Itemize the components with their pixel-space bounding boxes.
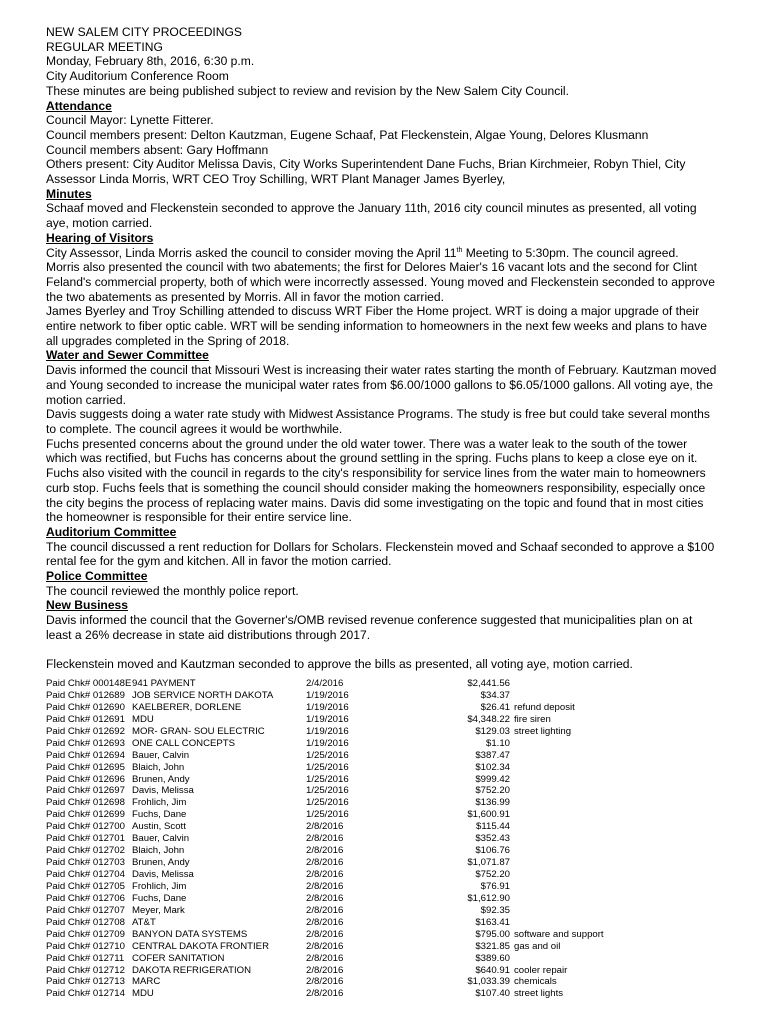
visitors-line: the two abatements as presented by Morris. All in favor the motion carried. xyxy=(46,289,444,304)
check-row xyxy=(46,809,746,821)
check-number: Paid Chk# 012709 xyxy=(46,928,125,940)
check-number: Paid Chk# 012689 xyxy=(46,689,125,701)
attendance-heading: Attendance xyxy=(46,98,112,113)
check-row xyxy=(46,678,746,690)
payee-name: Brunen, Andy xyxy=(132,773,190,785)
check-amount: $102.34 xyxy=(475,761,510,773)
police-heading: Police Committee xyxy=(46,569,148,584)
check-number: Paid Chk# 012702 xyxy=(46,845,125,857)
check-row xyxy=(46,833,746,845)
check-date: 1/25/2016 xyxy=(306,809,349,821)
check-note: chemicals xyxy=(514,976,557,988)
auditorium-line: The council discussed a rent reduction for Dollars for Scholars. Fleckenstein moved and Schaaf seconded to approve a $100 xyxy=(46,539,715,554)
payee-name: BANYON DATA SYSTEMS xyxy=(132,928,248,940)
minutes-section xyxy=(46,201,752,230)
payee-name: Frohlich, Jim xyxy=(132,797,187,809)
check-date: 2/4/2016 xyxy=(306,678,344,689)
check-date: 2/8/2016 xyxy=(306,869,344,880)
check-amount: $389.60 xyxy=(475,952,510,964)
visitors-section xyxy=(46,260,752,348)
check-row xyxy=(46,857,746,869)
check-row xyxy=(46,774,746,786)
check-date: 2/8/2016 xyxy=(306,964,344,976)
payee-name: COFER SANITATION xyxy=(132,952,225,964)
payee-name: KAELBERER, DORLENE xyxy=(132,701,242,713)
check-row xyxy=(46,953,746,965)
review-notice: These minutes are being published subject to review and revision by the New Salem City Council. xyxy=(46,83,569,98)
water-line: which was rectified, but Fuchs has concerns about the ground settling in the spring. Fuchs plans to keep a close eye on it. xyxy=(46,451,698,466)
water-sewer-section xyxy=(46,363,752,525)
check-date: 1/25/2016 xyxy=(306,785,349,797)
check-date: 2/8/2016 xyxy=(306,821,344,833)
payee-name: Frohlich, Jim xyxy=(132,880,187,892)
water-line: motion carried. xyxy=(46,392,126,407)
check-number: Paid Chk# 012701 xyxy=(46,833,125,845)
water-line: Fuchs also visited with the council in regards to the city's responsibility for service lines from the water main to homeowners xyxy=(46,466,706,481)
attendance-line: Council members absent: Gary Hoffmann xyxy=(46,142,269,157)
payee-name: 941 PAYMENT xyxy=(132,678,196,689)
check-row xyxy=(46,988,746,1000)
check-row xyxy=(46,762,746,774)
spacer xyxy=(46,643,752,658)
check-row xyxy=(46,893,746,905)
payee-name: AT&T xyxy=(132,916,156,928)
check-note: cooler repair xyxy=(514,964,568,976)
check-amount: $752.20 xyxy=(475,869,510,880)
check-row xyxy=(46,738,746,750)
check-amount: $92.35 xyxy=(480,904,510,916)
check-date: 2/8/2016 xyxy=(306,833,344,845)
check-amount: $640.91 xyxy=(475,964,510,976)
check-amount: $1,071.87 xyxy=(467,857,510,869)
check-row xyxy=(46,976,746,988)
check-date: 2/8/2016 xyxy=(306,916,344,928)
check-row xyxy=(46,726,746,738)
check-row xyxy=(46,750,746,762)
water-line: to complete. The council agrees it would be worthwhile. xyxy=(46,421,343,436)
check-date: 2/8/2016 xyxy=(306,928,344,940)
check-number: Paid Chk# 012704 xyxy=(46,869,125,880)
payee-name: Davis, Melissa xyxy=(132,869,194,880)
payee-name: ONE CALL CONCEPTS xyxy=(132,737,236,749)
payee-name: Fuchs, Dane xyxy=(132,892,187,904)
check-number: Paid Chk# 012712 xyxy=(46,964,125,976)
check-number: Paid Chk# 012697 xyxy=(46,785,125,797)
bills-motion: Fleckenstein moved and Kautzman seconded to approve the bills as presented, all voting aye, motion carried. xyxy=(46,657,633,672)
visitors-line: Feland's commercial property, both of which were incorrectly assessed. Young moved and Fleckenstein seconded to approve xyxy=(46,274,715,289)
check-date: 2/8/2016 xyxy=(306,892,344,904)
payee-name: Brunen, Andy xyxy=(132,857,190,869)
check-date: 1/19/2016 xyxy=(306,713,349,725)
check-row xyxy=(46,917,746,929)
check-amount: $76.91 xyxy=(480,880,510,892)
payee-name: Davis, Melissa xyxy=(132,785,194,797)
check-number: Paid Chk# 012714 xyxy=(46,988,125,1000)
payee-name: JOB SERVICE NORTH DAKOTA xyxy=(132,689,274,701)
payee-name: MOR- GRAN- SOU ELECTRIC xyxy=(132,725,265,737)
check-date: 2/8/2016 xyxy=(306,904,344,916)
check-number: Paid Chk# 012710 xyxy=(46,940,125,952)
visitors-line: James Byerley and Troy Schilling attended to discuss WRT Fiber the Home project. WRT is doing a major upgrade of their xyxy=(46,304,700,319)
water-line: the city begins the process of replacing water mains. Davis did some investigating on the topic and found that in most cities xyxy=(46,495,704,510)
check-amount: $999.42 xyxy=(475,773,510,785)
check-date: 2/8/2016 xyxy=(306,857,344,869)
check-date: 2/8/2016 xyxy=(306,880,344,892)
auditorium-section xyxy=(46,540,752,569)
check-row xyxy=(46,881,746,893)
check-date: 2/8/2016 xyxy=(306,940,344,952)
check-note: street lighting xyxy=(514,725,572,737)
check-number: Paid Chk# 012706 xyxy=(46,892,125,904)
police-section xyxy=(46,584,752,599)
check-row xyxy=(46,845,746,857)
check-number: Paid Chk# 012699 xyxy=(46,809,125,821)
check-row xyxy=(46,785,746,797)
check-note: gas and oil xyxy=(514,940,561,952)
attendance-line: Council Mayor: Lynette Fitterer. xyxy=(46,113,214,128)
visitors-line: Morris also presented the council with two abatements; the first for Delores Maier's 16 vacant lots and the second for Clint xyxy=(46,260,697,275)
check-number: Paid Chk# 000148E xyxy=(46,678,132,689)
check-amount: $1,612.90 xyxy=(467,892,510,904)
visitors-line: entire network to fiber optic cable. WRT will be sending information to homeowners in the next few weeks and plans to have xyxy=(46,319,708,334)
payee-name: MDU xyxy=(132,988,154,1000)
attendance-section xyxy=(46,113,752,187)
payee-name: CENTRAL DAKOTA FRONTIER xyxy=(132,940,269,952)
check-number: Paid Chk# 012698 xyxy=(46,797,125,809)
check-amount: $115.44 xyxy=(476,821,510,833)
check-row xyxy=(46,797,746,809)
check-amount: $34.37 xyxy=(480,689,510,701)
check-date: 1/19/2016 xyxy=(306,737,349,749)
check-number: Paid Chk# 012694 xyxy=(46,749,125,761)
check-row xyxy=(46,690,746,702)
check-date: 2/8/2016 xyxy=(306,988,344,1000)
check-amount: $752.20 xyxy=(475,785,510,797)
minutes-line: aye, motion carried. xyxy=(46,216,153,231)
check-amount: $163.41 xyxy=(475,916,510,928)
check-date: 1/19/2016 xyxy=(306,725,349,737)
payee-name: DAKOTA REFRIGERATION xyxy=(132,964,252,976)
payee-name: Blaich, John xyxy=(132,845,185,857)
check-number: Paid Chk# 012705 xyxy=(46,880,125,892)
meeting-date: Monday, February 8th, 2016, 6:30 p.m. xyxy=(46,54,255,69)
new-business-section xyxy=(46,613,752,642)
water-line: the homeowner is responsible for their entire service line. xyxy=(46,510,352,525)
check-date: 2/8/2016 xyxy=(306,952,344,964)
ordinal-suffix: th xyxy=(456,246,463,254)
check-date: 2/8/2016 xyxy=(306,845,344,857)
attendance-line: Council members present: Delton Kautzman, Eugene Schaaf, Pat Fleckenstein, Algae Young, Delores Klusmann xyxy=(46,127,649,142)
check-note: software and support xyxy=(514,928,604,940)
visitors-line: all upgrades completed in the Spring of 2018. xyxy=(46,333,290,348)
doc-title: NEW SALEM CITY PROCEEDINGS xyxy=(46,25,242,39)
payee-name: Blaich, John xyxy=(132,761,185,773)
new-business-line: Davis informed the council that the Governer's/OMB revised revenue conference suggested that municipalities plan on at xyxy=(46,613,693,628)
check-number: Paid Chk# 012692 xyxy=(46,725,125,737)
police-line: The council reviewed the monthly police report. xyxy=(46,583,299,598)
check-number: Paid Chk# 012713 xyxy=(46,976,125,988)
water-line: and Young seconded to increase the municipal water rates from $6.00/1000 gallons to $6.05/1000 gallons. All voting aye, the xyxy=(46,377,713,392)
check-amount: $1,600.91 xyxy=(467,809,510,821)
meeting-type: REGULAR MEETING xyxy=(46,39,163,54)
check-amount: $4,348.22 xyxy=(467,713,510,725)
check-amount: $1.10 xyxy=(485,737,510,749)
payee-name: Bauer, Calvin xyxy=(132,749,190,761)
visitors-heading: Hearing of Visitors xyxy=(46,230,154,245)
check-date: 1/25/2016 xyxy=(306,773,349,785)
check-amount: $129.03 xyxy=(475,725,510,737)
payee-name: MDU xyxy=(132,713,154,725)
check-row xyxy=(46,905,746,917)
check-row xyxy=(46,821,746,833)
auditorium-heading: Auditorium Committee xyxy=(46,524,177,539)
check-amount: $352.43 xyxy=(475,833,510,845)
payee-name: Meyer, Mark xyxy=(132,904,185,916)
check-row xyxy=(46,714,746,726)
check-amount: $106.76 xyxy=(475,845,510,857)
water-line: curb stop. Fuchs feels that is something the council should consider making the homeowners responsibility, especially once xyxy=(46,480,706,495)
payee-name: MARC xyxy=(132,976,161,988)
check-row xyxy=(46,941,746,953)
check-amount: $107.40 xyxy=(475,988,510,1000)
auditorium-line: rental fee for the gym and kitchen. All in favor the motion carried. xyxy=(46,554,392,569)
payee-name: Fuchs, Dane xyxy=(132,809,187,821)
check-row xyxy=(46,965,746,977)
check-amount: $26.41 xyxy=(480,701,510,713)
check-number: Paid Chk# 012703 xyxy=(46,857,125,869)
check-amount: $387.47 xyxy=(475,749,510,761)
new-business-line: least a 26% decrease in state aid distributions through 2017. xyxy=(46,627,371,642)
minutes-heading: Minutes xyxy=(46,186,92,201)
check-number: Paid Chk# 012711 xyxy=(46,952,125,964)
check-amount: $321.85 xyxy=(475,940,510,952)
minutes-line: Schaaf moved and Fleckenstein seconded to approve the January 11th, 2016 city council minutes as presented, all voting xyxy=(46,201,697,216)
check-number: Paid Chk# 012695 xyxy=(46,761,125,773)
check-amount: $136.99 xyxy=(475,797,510,809)
check-number: Paid Chk# 012707 xyxy=(46,904,125,916)
minutes-body xyxy=(46,25,752,672)
check-amount: $2,441.56 xyxy=(467,678,510,689)
water-line: Davis suggests doing a water rate study with Midwest Assistance Programs. The study is free but could take several months xyxy=(46,407,710,422)
checks-table xyxy=(46,678,746,1000)
check-date: 1/19/2016 xyxy=(306,689,349,701)
check-date: 1/25/2016 xyxy=(306,761,349,773)
check-number: Paid Chk# 012691 xyxy=(46,713,125,725)
check-date: 2/8/2016 xyxy=(306,976,344,988)
check-amount: $1,033.39 xyxy=(467,976,510,988)
check-date: 1/25/2016 xyxy=(306,749,349,761)
check-number: Paid Chk# 012708 xyxy=(46,916,125,928)
payee-name: Austin, Scott xyxy=(132,821,186,833)
check-note: refund deposit xyxy=(514,701,575,713)
check-number: Paid Chk# 012693 xyxy=(46,737,125,749)
payee-name: Bauer, Calvin xyxy=(132,833,190,845)
check-date: 1/19/2016 xyxy=(306,701,349,713)
check-date: 1/25/2016 xyxy=(306,797,349,809)
check-number: Paid Chk# 012700 xyxy=(46,821,125,833)
check-number: Paid Chk# 012690 xyxy=(46,701,125,713)
visitors-first-line: City Assessor, Linda Morris asked the council to consider moving the April 11th Meeting to 5:30pm. The council agreed. xyxy=(46,245,679,260)
check-note: street lights xyxy=(514,988,564,1000)
check-note: fire siren xyxy=(514,713,551,725)
water-sewer-heading: Water and Sewer Committee xyxy=(46,348,209,363)
attendance-line: Others present: City Auditor Melissa Davis, City Works Superintendent Dane Fuchs, Brian Kirchmeier, Robyn Thiel, City xyxy=(46,157,686,172)
attendance-line: Assessor Linda Morris, WRT CEO Troy Schilling, WRT Plant Manager James Byerley, xyxy=(46,172,506,187)
check-row xyxy=(46,702,746,714)
check-amount: $795.00 xyxy=(475,928,510,940)
check-row xyxy=(46,929,746,941)
check-row xyxy=(46,869,746,881)
water-line: Fuchs presented concerns about the ground under the old water tower. There was a water leak to the south of the tower xyxy=(46,436,688,451)
water-line: Davis informed the council that Missouri West is increasing their water rates starting the month of February. Kautzman moved xyxy=(46,363,717,378)
new-business-heading: New Business xyxy=(46,598,128,613)
check-number: Paid Chk# 012696 xyxy=(46,773,125,785)
meeting-location: City Auditorium Conference Room xyxy=(46,69,229,84)
